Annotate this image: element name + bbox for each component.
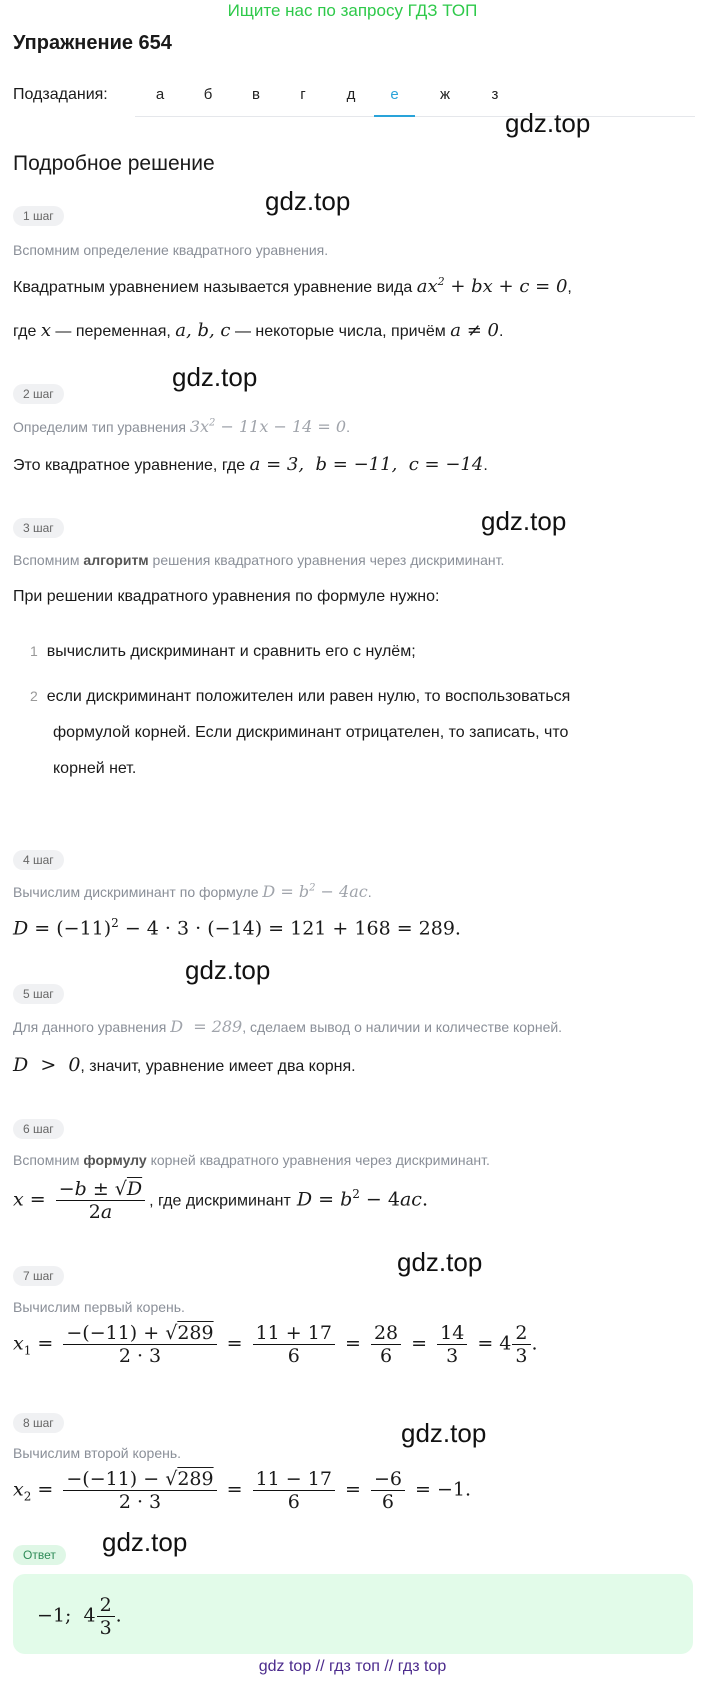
promo-banner: Ищите нас по запросу ГДЗ ТОП [227, 1, 478, 20]
tab-e[interactable]: е [374, 86, 415, 117]
step-hint: Вычислим первый корень. [13, 1299, 185, 1315]
tab-b[interactable]: б [203, 86, 213, 103]
formula-root-1: $x_1$ = $\frac{-(-11) + √289}{2 \cdot 3}$ = $\frac{11 + 17}{6}$ = $\frac{28}{6}$ = $\frac{14}{3}$ = 4 $\frac{2}{3}$ . [13, 1322, 538, 1367]
step-text: При решении квадратного уравнения по формуле нужно: [13, 588, 440, 605]
step-badge: 7 шаг [13, 1266, 64, 1286]
watermark: gdz.top [505, 108, 591, 138]
step-text: Это квадратное уравнение, где a = 3, b = −11, c = −14. [13, 454, 488, 475]
footer-link[interactable]: гдз top [397, 1658, 447, 1675]
step-hint: Определим тип уравнения $3x^2 - 11x - 14 = 0$. [13, 417, 350, 436]
tab-z[interactable]: з [491, 86, 499, 103]
footer-links [0, 1658, 705, 1676]
footer-sep: // [315, 1658, 325, 1675]
step-hint: Вычислим второй корень. [13, 1445, 182, 1461]
step-hint: Для данного уравнения D = 289, сделаем вывод о наличии и количестве корней. [13, 1017, 563, 1036]
watermark: gdz.top [481, 506, 567, 536]
watermark: gdz.top [401, 1418, 487, 1448]
formula-root-2: $x_2$ = $\frac{-(-11) - √289}{2 \cdot 3}$ = $\frac{11 - 17}{6}$ = $\frac{-6}{6}$ = −1. [13, 1468, 471, 1513]
step-hint: Вспомним формулу корней квадратного уравнения через дискриминант. [13, 1152, 490, 1168]
tab-a[interactable]: а [155, 86, 165, 103]
footer-sep: // [384, 1658, 394, 1675]
formula-roots: x = $\frac{-b \pm √D}{2a}$ , где дискриминант $D = b^2 - 4ac$. [13, 1178, 428, 1223]
step-badge: 2 шаг [13, 384, 64, 404]
watermark: gdz.top [102, 1527, 188, 1557]
list-item: 1 вычислить дискриминант и сравнить его с нулём; [30, 643, 416, 660]
step-text: Квадратным уравнением называется уравнение вида $ax^2$ + bx + c = 0, [13, 275, 572, 297]
page-title: Упражнение 654 [13, 32, 172, 54]
step-hint: Вычислим дискриминант по формуле $D = b^2 - 4ac$. [13, 882, 372, 901]
step-text: D > 0, значит, уравнение имеет два корня. [13, 1054, 356, 1076]
subtask-tabs [135, 80, 695, 117]
section-title: Подробное решение [13, 152, 215, 175]
tab-g[interactable]: г [300, 86, 306, 103]
list-item-cont: корней нет. [53, 760, 137, 777]
watermark: gdz.top [185, 955, 271, 985]
answer-badge: Ответ [13, 1545, 66, 1565]
step-badge: 6 шаг [13, 1119, 64, 1139]
tab-d[interactable]: д [346, 86, 356, 103]
subtasks-label: Подзадания: [13, 86, 108, 103]
watermark: gdz.top [172, 362, 258, 392]
step-hint: Вспомним алгоритм решения квадратного уравнения через дискриминант. [13, 552, 505, 568]
footer-link[interactable]: gdz top [258, 1658, 312, 1675]
answer-value: −1; 4 $\frac{2}{3}$ . [37, 1594, 122, 1639]
watermark: gdz.top [265, 186, 351, 216]
step-badge: 4 шаг [13, 850, 64, 870]
formula-discriminant: $D = (-11)^2 - 4 \cdot 3 \cdot (-14) = 121 + 168 = 289$. [13, 916, 461, 940]
step-badge: 3 шаг [13, 518, 64, 538]
answer-box [13, 1574, 693, 1654]
footer-link[interactable]: гдз топ [329, 1658, 380, 1675]
step-badge: 5 шаг [13, 984, 64, 1004]
step-badge: 8 шаг [13, 1413, 64, 1433]
tab-zh[interactable]: ж [439, 86, 451, 103]
watermark: gdz.top [397, 1247, 483, 1277]
step-hint: Вспомним определение квадратного уравнения. [13, 242, 329, 258]
list-item-cont: формулой корней. Если дискриминант отрицателен, то записать, что [53, 724, 569, 741]
tab-v[interactable]: в [252, 86, 260, 103]
step-text: где x — переменная, a, b, c — некоторые числа, причём a ≠ 0. [13, 320, 504, 341]
list-item: 2 если дискриминант положителен или равен нулю, то воспользоваться [30, 688, 571, 705]
step-badge: 1 шаг [13, 206, 64, 226]
